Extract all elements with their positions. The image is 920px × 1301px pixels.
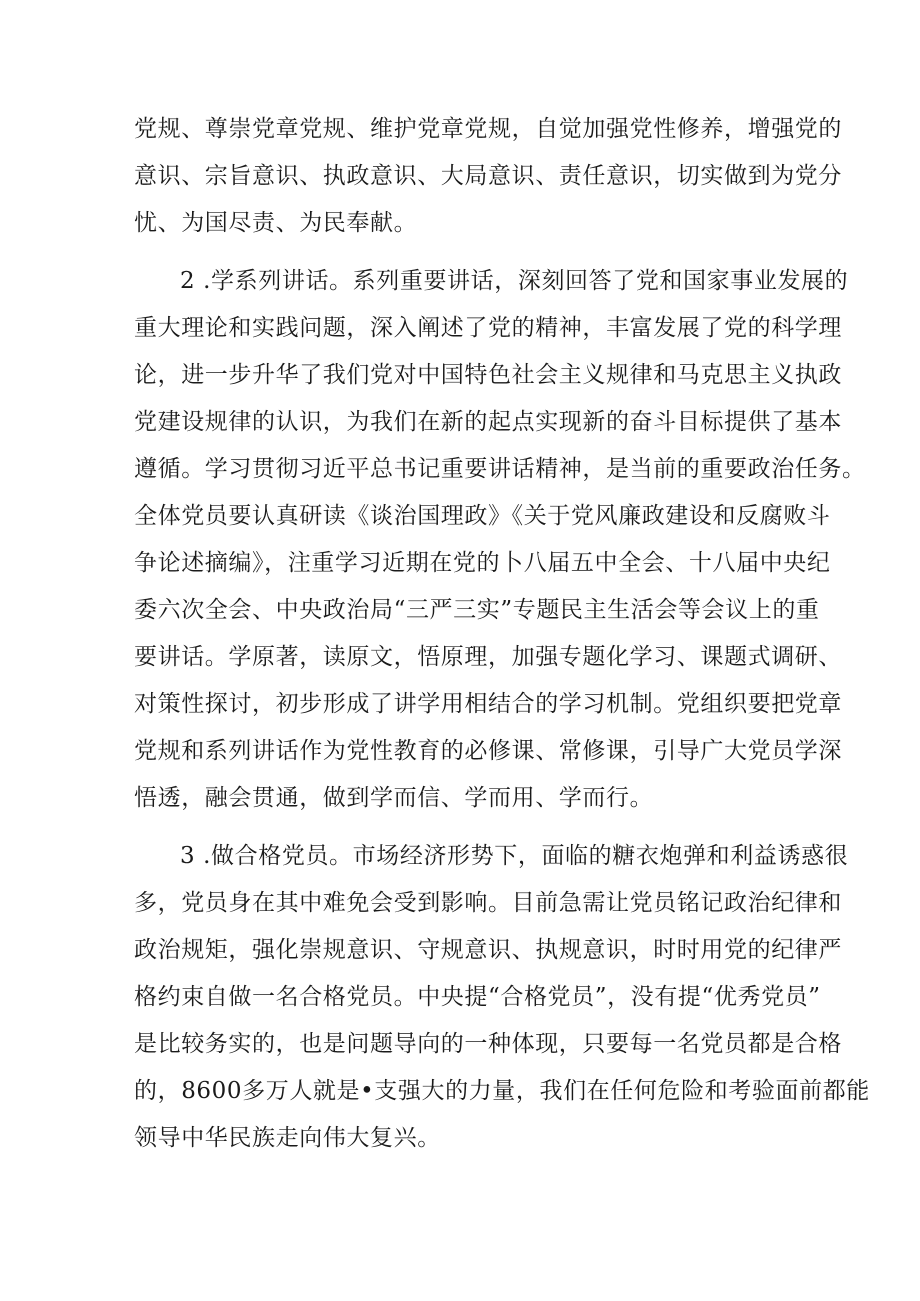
- text-line: 多，党员身在其中难免会受到影响。目前急需让党员铭记政治纪律和: [134, 890, 842, 916]
- text-line: 争论述摘编》，注重学习近期在党的卜八届五中全会、十八届中央纪: [134, 550, 831, 576]
- text-line: 领导中华民族走向伟大复兴。: [134, 1125, 441, 1151]
- text-line: 党规和系列讲话作为党性教育的必修课、常修课，引导广大党员学深: [134, 738, 842, 764]
- text-line: 全体党员要认真研读《谈治国理政》《关于党风廉政建设和反腐败斗: [134, 503, 831, 529]
- text-line: 党规、尊崇党章党规、维护党章党规，自觉加强党性修养，增强党的: [134, 116, 842, 142]
- paragraph-1: [134, 106, 842, 247]
- text-line: 委六次全会、中央政治局“三严三实”专题民主生活会等会议上的重: [134, 597, 820, 623]
- paragraph-2: [134, 258, 866, 822]
- text-line: 要讲话。学原著，读原文，悟原理，加强专题化学习、课题式调研、: [134, 644, 842, 670]
- text-line: 党建设规律的认识，为我们在新的起点实现新的奋斗目标提供了基本: [134, 409, 842, 435]
- text-line: 是比较务实的，也是问题导向的一种体现，只要每一名党员都是合格: [134, 1031, 842, 1057]
- text-line: 意识、宗旨意识、执政意识、大局意识、责任意识，切实做到为党分: [134, 163, 842, 189]
- text-line: 格约束自做一名合格党员。中央提“合格党员”，没有提“优秀党员”: [134, 984, 821, 1010]
- text-line: 忧、为国尽责、为民奉献。: [134, 210, 418, 236]
- text-line: 的，8600多万人就是•支强大的力量，我们在任何危险和考验面前都能: [134, 1078, 870, 1104]
- text-line: 论，进一步升华了我们党对中国特色社会主义规律和马克思主义执政: [134, 362, 842, 388]
- text-line: 政治规矩，强化崇规意识、守规意识、执规意识，时时用党的纪律严: [134, 937, 842, 963]
- paragraph-3: [134, 833, 870, 1162]
- text-line: 遵循。学习贯彻习近平总书记重要讲话精神，是当前的重要政治任务。: [134, 456, 866, 482]
- text-line: 对策性探讨，初步形成了讲学用相结合的学习机制。党组织要把党章: [134, 691, 842, 717]
- text-line: 重大理论和实践问题，深入阐述了党的精神，丰富发展了党的科学理: [134, 315, 842, 341]
- text-line: 2 .学系列讲话。系列重要讲话，深刻回答了党和国家事业发展的: [180, 268, 849, 294]
- document-page: [134, 106, 870, 1162]
- text-line: 悟透，融会贯通，做到学而信、学而用、学而行。: [134, 785, 654, 811]
- text-line: 3 .做合格党员。市场经济形势下，面临的糖衣炮弹和利益诱惑很: [180, 843, 849, 869]
